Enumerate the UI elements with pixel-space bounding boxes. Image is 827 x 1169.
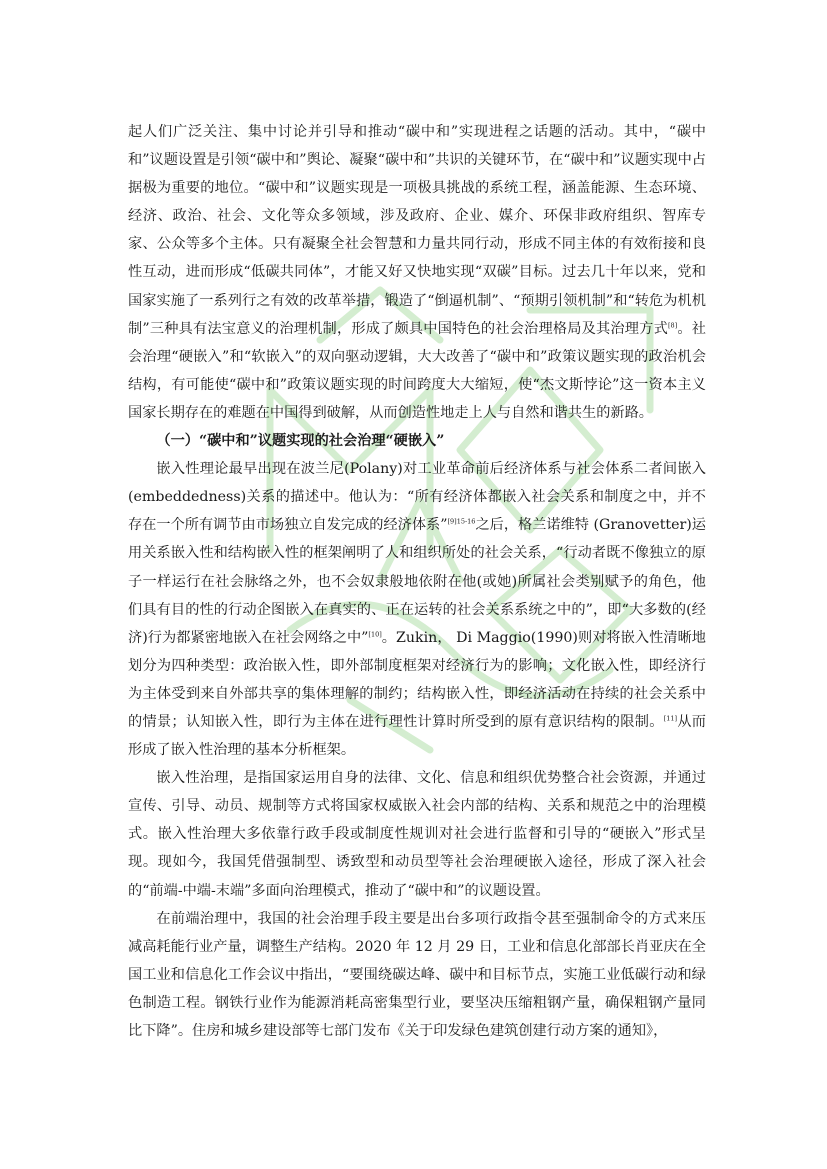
- paragraph-text: 。社会治理“硬嵌入”和“软嵌入”的双向驱动逻辑，大大改善了“碳中和”政策议题实现的政治机会结构，有可能使“碳中和”政策议题实现的时间跨度大大缩短，使“杰文斯悖论”这一资本主义国家长期存在的难题在中国得到破解，从而创造性地走上人与自然和谐共生的新路。: [128, 320, 706, 421]
- body-paragraph: [128, 764, 706, 904]
- paragraph-text: （一）“碳中和”议题实现的社会治理“硬嵌入”: [156, 433, 445, 450]
- citation-marker: [8]: [667, 320, 678, 329]
- citation-marker: [9]15-16: [447, 517, 476, 526]
- body-paragraph: [128, 455, 706, 764]
- document-body: [128, 118, 706, 1045]
- citation-marker: [11]: [663, 714, 678, 723]
- paragraph-text: 嵌入性治理，是指国家运用自身的法律、文化、信息和组织优势整合社会资源，并通过宣传、引导、动员、规制等方式将国家权威嵌入社会内部的结构、关系和规范之中的治理模式。嵌入性治理大多依靠行政手段或制度性规训对社会进行监督和引导的“硬嵌入”形式呈现。现如今，我国凭借强制型、诱致型和动员型等社会治理硬嵌入途径，形成了深入社会的“前端-中端-末端”多面向治理模式，推动了“碳中和”的议题设置。: [128, 770, 706, 899]
- paragraph-text: 嵌入性理论最早出现在波兰尼(Polany)对工业革命前后经济体系与社会体系二者间嵌入(embeddedness)关系的描述中。他认为：“所有经济体都嵌入社会关系和制度之中，并不存在一个所有调节由市场独立自发完成的经济体系”: [128, 461, 706, 534]
- body-paragraph: [128, 905, 706, 1045]
- body-paragraph: [128, 118, 706, 427]
- paragraph-text: 起人们广泛关注、集中讨论并引导和推动“碳中和”实现进程之话题的活动。其中，“碳中和”议题设置是引领“碳中和”舆论、凝聚“碳中和”共识的关键环节，在“碳中和”议题实现中占据极为重要的地位。“碳中和”议题实现是一项极具挑战的系统工程，涵盖能源、生态环境、经济、政治、社会、文化等众多领域，涉及政府、企业、媒介、环保非政府组织、智库专家、公众等多个主体。只有凝聚全社会智慧和力量共同行动，形成不同主体的有效衔接和良性互动，进而形成“低碳共同体”，才能又好又快地实现“双碳”目标。过去几十年以来，党和国家实施了一系列行之有效的改革举措，锻造了“倒逼机制”、“预期引领机制”和“转危为机机制”三种具有法宝意义的治理机制，形成了颇具中国特色的社会治理格局及其治理方式: [128, 124, 706, 337]
- citation-marker: [10]: [368, 629, 382, 638]
- section-heading: [128, 427, 706, 455]
- paragraph-text: 从而形成了嵌入性治理的基本分析框架。: [128, 713, 706, 759]
- paragraph-text: 。Zukin， Di Maggio(1990)则对将嵌入性清晰地划分为四种类型：政治嵌入性，即外部制度框架对经济行为的影响；文化嵌入性，即经济行为主体受到来自外部共享的集体理解的制约；结构嵌入性，即经济活动在持续的社会关系中的情景；认知嵌入性，即行为主体在进行理性计算时所受到的原有意识结构的限制。: [128, 629, 706, 730]
- paragraph-text: 在前端治理中，我国的社会治理手段主要是出台多项行政指令甚至强制命令的方式来压减高耗能行业产量，调整生产结构。2020 年 12 月 29 日，工业和信息化部部长肖亚庆在全国工业和信息化工作会议中指出，“要围绕碳达峰、碳中和目标节点，实施工业低碳行动和绿色制造工程。钢铁行业作为能源消耗高密集型行业，要坚决压缩粗钢产量，确保粗钢产量同比下降”。住房和城乡建设部等七部门发布《关于印发绿色建筑创建行动方案的通知》，: [128, 910, 706, 1039]
- paragraph-text: 之后，格兰诺维特 (Granovetter)运用关系嵌入性和结构嵌入性的框架阐明了人和组织所处的社会关系，“行动者既不像独立的原子一样运行在社会脉络之外，也不会奴隶般地依附在他(或她)所属社会类别赋予的角色，他们具有目的性的行动企图嵌入在真实的、正在运转的社会关系系统之中的”，即“大多数的(经济)行为都紧密地嵌入在社会网络之中”: [128, 517, 706, 646]
